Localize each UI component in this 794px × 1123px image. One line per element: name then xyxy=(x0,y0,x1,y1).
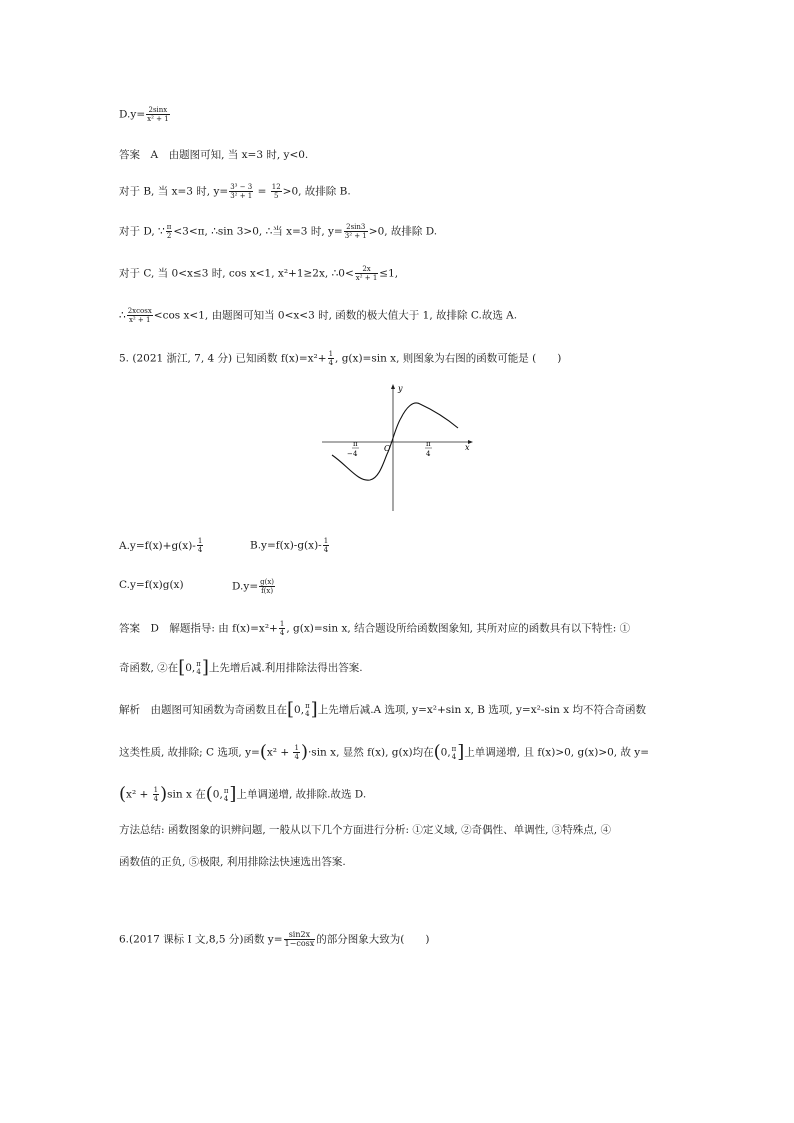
line-d: 对于 D, ∵ $\frac{\pi}{2}$ <3<π, ∴sin 3>0, ∴当 x=3 时, y= $\frac{2\sin 3}{\text{3² + 1}}$ >0, 故排除 D. xyxy=(119,223,438,240)
option-d-line xyxy=(119,106,171,123)
option-c: C.y=f(x)g(x) xyxy=(119,579,184,591)
question-6: 6.(2017 课标 I 文,8,5 分)函数 y= $\frac{\sin 2x}{1-\cos x}$ 的部分图象大致为( ) xyxy=(119,930,430,948)
solution-line3: (x² + $\frac{1}{4}$ )sin x 在(0, π 4 ]上单调递增, 故排除.故选 D. xyxy=(119,783,367,805)
answer-5-line2: 奇函数, ②在[0, π 4 ]上先增后减.利用排除法得出答案. xyxy=(119,657,363,678)
option-b: B.y=f(x)-g(x)- $\frac{1}{4}$ xyxy=(250,537,329,554)
question-5: 5. (2021 浙江, 7, 4 分) 已知函数 f(x)=x²+ $\frac{1}{4}$ , g(x)=sin x, 则图象为右图的函数可能是 ( ) xyxy=(119,350,562,367)
method-summary-line2: 函数值的正负, ⑤极限, 利用排除法快速选出答案. xyxy=(119,856,346,868)
tick-neg-den: 4 xyxy=(353,450,358,458)
y-axis-arrow-icon xyxy=(391,384,395,389)
answer-5: 答案 D 解题指导: 由 f(x)=x²+ $\frac{1}{4}$ , g(x)=sin x, 结合题设所给函数图象知, 其所对应的函数具有以下特性: ① xyxy=(119,620,631,637)
solution-line1: 解析 由题图可知函数为奇函数且在[0, π 4 ]上先增后减.A 选项, y=x²+sin x, B 选项, y=x²-sin x 均不符合奇函数 xyxy=(119,699,646,720)
line-c: 对于 C, 当 0<x≤3 时, cos x<1, x²+1≥2x, ∴0< $\frac{2x}{\text{x² + 1}}$ ≤1, xyxy=(119,265,399,282)
tick-neg-sign: − xyxy=(347,450,353,458)
y-axis-label: y xyxy=(398,384,403,393)
tick-pos-num: π xyxy=(426,440,431,448)
origin-label: O xyxy=(384,444,391,453)
line-b: 对于 B, 当 x=3 时, y= $\frac{\text{3³ − 3}}{\text{3² + 1}}$ = $\frac{12}{5}$ >0, 故排除 B. xyxy=(119,183,351,200)
option-d: D.y= $\frac{g(x)}{f(x)}$ xyxy=(232,578,275,595)
function-graph xyxy=(318,380,478,515)
tick-pos-den: 4 xyxy=(426,450,431,458)
option-a-line xyxy=(119,537,329,554)
option-d-prefix: D.y= xyxy=(119,108,146,121)
function-curve xyxy=(332,403,458,480)
line-c2: ∴ $\frac{2xcosx}{\text{x² + 1}}$ <cos x<1, 由题图可知当 0<x<3 时, 函数的极大值大于 1, 故排除 C.故选 A. xyxy=(119,307,518,324)
tick-neg-num: π xyxy=(353,440,358,448)
option-a: A.y=f(x)+g(x)- $\frac{1}{4}$ xyxy=(119,537,203,554)
option-d-fraction: $\frac{2\sin x}{\text{x² + 1}}$ xyxy=(147,106,169,123)
method-summary-line1: 方法总结: 函数图象的识辨问题, 一般从以下几个方面进行分析: ①定义域, ②奇偶性、单调性, ③特殊点, ④ xyxy=(119,824,611,836)
answer-line: 答案 A 由题图可知, 当 x=3 时, y<0. xyxy=(119,149,309,161)
x-axis-label: x xyxy=(465,443,470,452)
solution-line2: 这类性质, 故排除; C 选项, y=(x² + $\frac{1}{4}$ )·sin x, 显然 f(x), g(x)均在(0, π 4 ]上单调递增, 且 f(x)>0, g(x)>0, 故 y= xyxy=(119,741,650,763)
option-c-line xyxy=(119,578,275,595)
